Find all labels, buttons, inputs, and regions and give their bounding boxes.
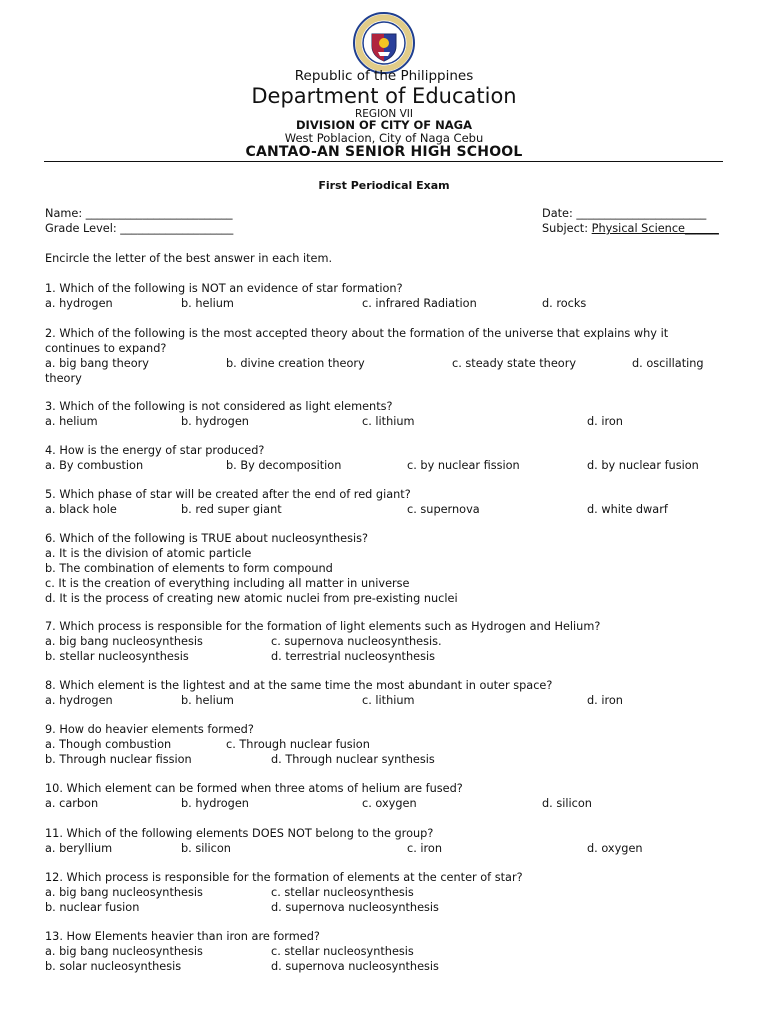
- options-row: [45, 959, 725, 974]
- options-row: [45, 944, 725, 959]
- question-stem: 10. Which element can be formed when three atoms of helium are fused?: [45, 782, 463, 795]
- republic-heading: Republic of the Philippines: [294, 68, 474, 84]
- question-5: [45, 487, 725, 517]
- option-d: d. silicon: [542, 797, 592, 810]
- option-c: c. by nuclear fission: [407, 459, 520, 472]
- options-row: [45, 900, 725, 915]
- option-d: d. by nuclear fusion: [587, 459, 699, 472]
- option-c: c. It is the creation of everything including all matter in universe: [45, 577, 410, 590]
- option-b: b. hydrogen: [181, 797, 249, 810]
- option-a: a. big bang nucleosynthesis: [45, 886, 203, 899]
- region-label: REGION VII: [355, 108, 413, 120]
- date-field: Date: _______________________: [542, 207, 707, 220]
- question-stem: 5. Which phase of star will be created after the end of red giant?: [45, 488, 411, 501]
- options-row: [45, 885, 725, 900]
- option-a: a. black hole: [45, 503, 117, 516]
- name-field: Name: __________________________: [45, 207, 233, 220]
- option-c: c. supernova nucleosynthesis.: [271, 635, 442, 648]
- option-d: d. supernova nucleosynthesis: [271, 960, 439, 973]
- question-7: [45, 619, 725, 664]
- option-c: c. stellar nucleosynthesis: [271, 945, 414, 958]
- question-9: [45, 722, 725, 767]
- option-b: b. silicon: [181, 842, 231, 855]
- option-a: a. By combustion: [45, 459, 144, 472]
- option-c: c. steady state theory: [452, 357, 577, 370]
- question-8: [45, 678, 725, 708]
- school-name: CANTAO-AN SENIOR HIGH SCHOOL: [245, 144, 523, 160]
- question-stem: 12. Which process is responsible for the formation of elements at the center of star?: [45, 871, 523, 884]
- question-3: [45, 399, 725, 429]
- question-stem: 3. Which of the following is not considered as light elements?: [45, 400, 393, 413]
- option-a: a. carbon: [45, 797, 99, 810]
- grade-level-field: Grade Level: ____________________: [45, 222, 234, 235]
- option-a: a. hydrogen: [45, 297, 113, 310]
- option-d-continuation: theory: [45, 372, 82, 385]
- instructions: Encircle the letter of the best answer in each item.: [45, 252, 333, 265]
- subject-value: [592, 222, 719, 235]
- option-d: d. white dwarf: [587, 503, 668, 516]
- question-stem: 7. Which process is responsible for the formation of light elements such as Hydrogen and Helium?: [45, 620, 601, 633]
- option-d: d. It is the process of creating new atomic nuclei from pre-existing nuclei: [45, 592, 458, 605]
- option-b: b. divine creation theory: [226, 357, 365, 370]
- question-10: [45, 781, 725, 811]
- option-d: d. Through nuclear synthesis: [271, 753, 435, 766]
- options-row: [45, 649, 725, 664]
- address-label: West Poblacion, City of Naga Cebu: [284, 131, 484, 145]
- option-c: c. infrared Radiation: [362, 297, 477, 310]
- subject-field: [542, 222, 719, 235]
- option-c: c. supernova: [407, 503, 480, 516]
- header-divider: [44, 161, 723, 162]
- question-4: [45, 443, 725, 473]
- question-11: [45, 826, 725, 856]
- option-d: d. iron: [587, 415, 623, 428]
- options-row: [45, 796, 725, 811]
- option-b: b. red super giant: [181, 503, 282, 516]
- option-a: a. hydrogen: [45, 694, 113, 707]
- question-stem: 4. How is the energy of star produced?: [45, 444, 265, 457]
- subject-underline: ______: [684, 222, 719, 235]
- department-heading: Department of Education: [251, 84, 517, 108]
- options-row: [45, 634, 725, 649]
- option-d: d. rocks: [542, 297, 587, 310]
- option-a: a. helium: [45, 415, 98, 428]
- option-a: a. big bang nucleosynthesis: [45, 635, 203, 648]
- option-a: a. big bang nucleosynthesis: [45, 945, 203, 958]
- option-d: d. terrestrial nucleosynthesis: [271, 650, 435, 663]
- question-stem: 9. How do heavier elements formed?: [45, 723, 254, 736]
- option-b: b. The combination of elements to form compound: [45, 562, 333, 575]
- option-c: c. lithium: [362, 694, 415, 707]
- options-row: [45, 414, 725, 429]
- option-d: d. iron: [587, 694, 623, 707]
- option-b: b. Through nuclear fission: [45, 753, 192, 766]
- options-row: [45, 502, 725, 517]
- options-row: [45, 693, 725, 708]
- option-a: a. beryllium: [45, 842, 113, 855]
- option-a: a. big bang theory: [45, 357, 149, 370]
- option-d: d. oscillating: [632, 357, 704, 370]
- option-d: d. oxygen: [587, 842, 643, 855]
- question-stem: 13. How Elements heavier than iron are formed?: [45, 930, 320, 943]
- option-c: c. oxygen: [362, 797, 417, 810]
- option-b: b. solar nucleosynthesis: [45, 960, 182, 973]
- subject-value-text: Physical Science: [591, 222, 685, 235]
- question-stem: 11. Which of the following elements DOES NOT belong to the group?: [45, 827, 434, 840]
- question-1: [45, 281, 725, 311]
- question-stem: 1. Which of the following is NOT an evidence of star formation?: [45, 282, 403, 295]
- options-row: [45, 356, 725, 371]
- options-row: [45, 841, 725, 856]
- option-b: b. hydrogen: [181, 415, 249, 428]
- option-d: d. supernova nucleosynthesis: [271, 901, 439, 914]
- option-c: c. Through nuclear fusion: [226, 738, 370, 751]
- option-b: b. helium: [181, 297, 234, 310]
- question-stem: 8. Which element is the lightest and at the same time the most abundant in outer space?: [45, 679, 553, 692]
- question-13: [45, 929, 725, 974]
- options-row: [45, 737, 725, 752]
- option-b: b. stellar nucleosynthesis: [45, 650, 189, 663]
- option-b: b. By decomposition: [226, 459, 342, 472]
- options-row: [45, 752, 725, 767]
- deped-seal-logo: [350, 12, 418, 74]
- option-c: c. iron: [407, 842, 442, 855]
- options-row: [45, 458, 725, 473]
- option-b: b. helium: [181, 694, 234, 707]
- question-6: [45, 531, 725, 606]
- option-b: b. nuclear fusion: [45, 901, 140, 914]
- option-c: c. stellar nucleosynthesis: [271, 886, 414, 899]
- option-c: c. lithium: [362, 415, 415, 428]
- question-12: [45, 870, 725, 915]
- question-stem: 6. Which of the following is TRUE about nucleosynthesis?: [45, 532, 369, 545]
- question-stem: 2. Which of the following is the most accepted theory about the formation of the universe that explains why it continues to expand?: [45, 327, 669, 355]
- exam-title: First Periodical Exam: [318, 179, 450, 192]
- subject-label: Subject:: [542, 222, 592, 235]
- option-a: a. Though combustion: [45, 738, 172, 751]
- option-a: a. It is the division of atomic particle: [45, 547, 252, 560]
- division-label: DIVISION OF CITY OF NAGA: [296, 118, 472, 132]
- options-row: [45, 296, 725, 311]
- question-2: [45, 326, 725, 386]
